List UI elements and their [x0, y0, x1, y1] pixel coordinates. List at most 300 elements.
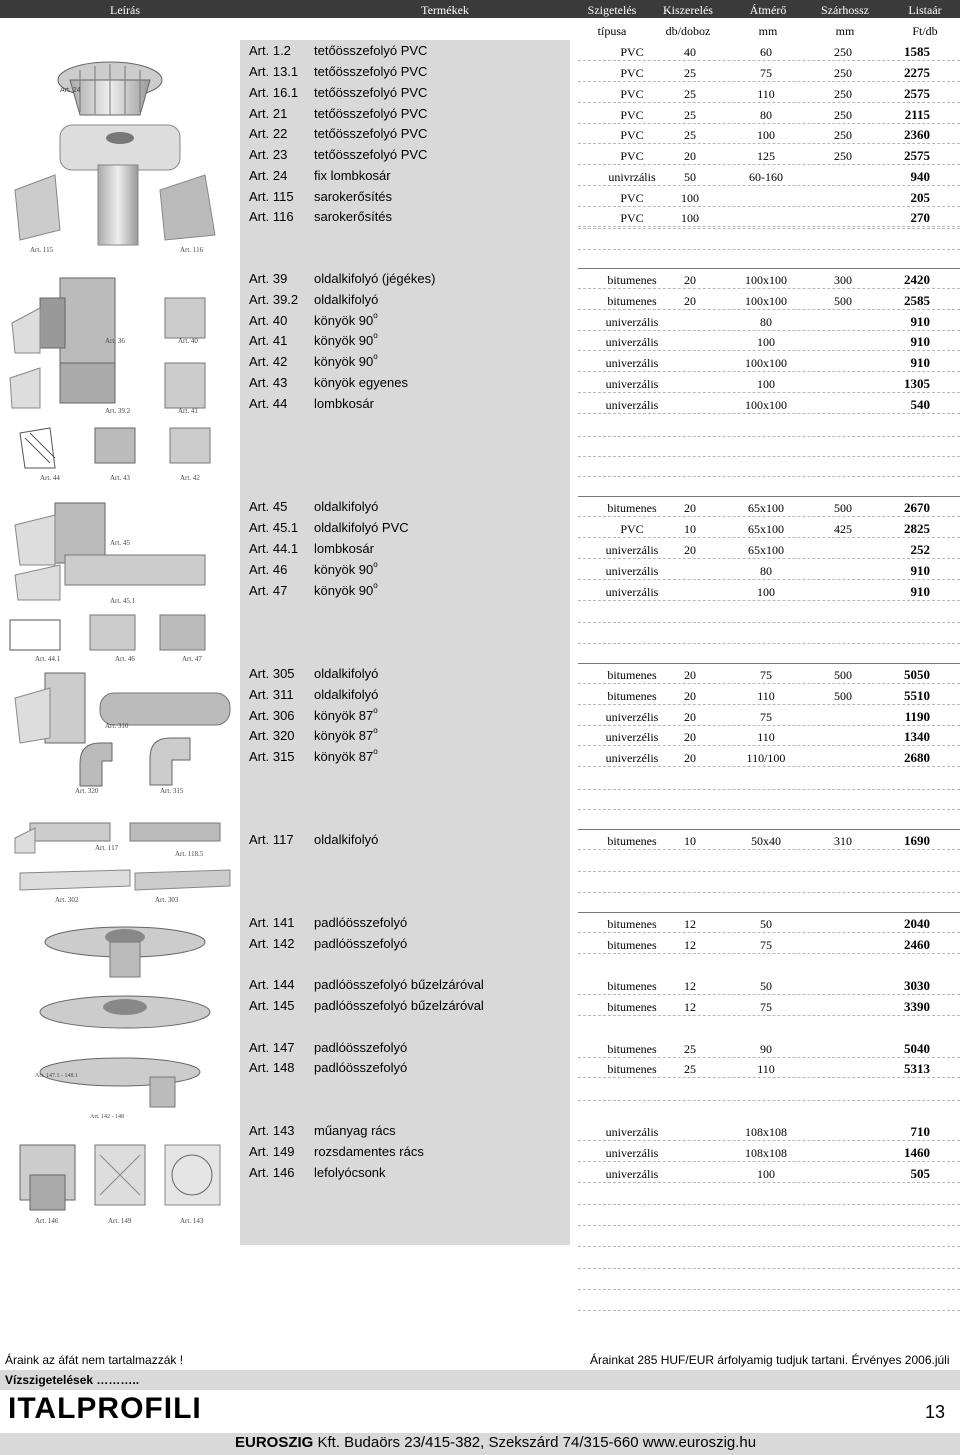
- list-price: 910: [910, 334, 930, 349]
- package-qty: 10: [684, 834, 696, 848]
- list-price: 5040: [904, 1041, 930, 1056]
- product-name: [314, 499, 378, 514]
- diameter: 75: [760, 938, 772, 952]
- col-leiras: Leírás: [110, 3, 140, 17]
- product-name: [314, 998, 484, 1013]
- degree-mark: o: [373, 747, 378, 756]
- list-price: 1305: [904, 376, 930, 391]
- article-number: Art. 41: [249, 333, 288, 348]
- product-name-text: tetőösszefolyó PVC: [314, 64, 428, 79]
- stem-length: 500: [834, 294, 852, 308]
- package-qty: 25: [684, 128, 696, 142]
- product-name-text: tetőösszefolyó PVC: [314, 43, 428, 58]
- list-price: 910: [910, 314, 930, 329]
- package-qty: 40: [684, 45, 696, 59]
- package-qty: 12: [684, 1000, 696, 1014]
- package-qty: 20: [684, 689, 696, 703]
- package-qty: 100: [681, 191, 699, 205]
- row-divider: [578, 330, 960, 331]
- insulation-type: univerzális: [605, 377, 659, 391]
- product-name: [314, 354, 378, 369]
- row-divider: [578, 350, 960, 351]
- stem-length: 250: [834, 87, 852, 101]
- insulation-type: univerzélis: [605, 751, 659, 765]
- filler-divider: [578, 476, 960, 477]
- svg-text:Art. 118.5: Art. 118.5: [175, 850, 204, 858]
- row-divider: [578, 537, 960, 538]
- stem-length: 250: [834, 66, 852, 80]
- col-atmero: Átmérő: [749, 3, 787, 17]
- list-price: 2040: [904, 916, 930, 931]
- list-price: 710: [910, 1124, 930, 1139]
- stem-length: 425: [834, 522, 852, 536]
- svg-text:Art. 41: Art. 41: [178, 407, 198, 415]
- diameter: 100: [757, 377, 775, 391]
- article-number: Art. 1.2: [249, 43, 291, 58]
- package-qty: 25: [684, 1042, 696, 1056]
- diameter: 110: [757, 87, 775, 101]
- stem-length: 250: [834, 128, 852, 142]
- insulation-type: univerzális: [605, 315, 659, 329]
- list-price: 910: [910, 584, 930, 599]
- svg-text:Art. 44.1: Art. 44.1: [35, 655, 61, 663]
- article-number: Art. 24: [249, 168, 288, 183]
- svg-text:Art. 149: Art. 149: [108, 1217, 132, 1225]
- product-name-text: könyök 90: [314, 583, 374, 598]
- insulation-type: bitumenes: [607, 834, 657, 848]
- filler-divider: [578, 436, 960, 437]
- table-row: [240, 726, 960, 746]
- row-divider: [578, 1182, 960, 1183]
- package-qty: 20: [684, 710, 696, 724]
- product-name-text: oldalkifolyó: [314, 499, 379, 514]
- list-price: 940: [910, 169, 930, 184]
- table-row: [240, 352, 960, 372]
- list-price: 1585: [904, 44, 930, 59]
- table-row: [240, 331, 960, 351]
- product-name: [314, 189, 392, 204]
- package-qty: 25: [684, 66, 696, 80]
- svg-text:Art. 143: Art. 143: [180, 1217, 204, 1225]
- list-price: 910: [910, 563, 930, 578]
- table-row: [240, 934, 960, 954]
- product-name: [314, 313, 378, 328]
- svg-text:Art. 39.2: Art. 39.2: [105, 407, 131, 415]
- diameter: 50: [760, 979, 772, 993]
- article-number: Art. 43: [249, 375, 288, 390]
- company-contact: Kft. Budaörs 23/415-382, Szekszárd 74/315-660 www.euroszig.hu: [313, 1434, 757, 1451]
- svg-text:Art. 320: Art. 320: [75, 787, 99, 795]
- insulation-type: bitumenes: [607, 1000, 657, 1014]
- diameter: 110: [757, 730, 775, 744]
- table-row: [240, 41, 960, 61]
- filler-divider: [578, 871, 960, 872]
- package-qty: 25: [684, 108, 696, 122]
- product-name: [314, 271, 435, 286]
- row-divider: [578, 226, 960, 227]
- diameter: 50x40: [751, 834, 781, 848]
- product-name: [314, 832, 378, 847]
- diameter: 110/100: [746, 751, 786, 765]
- table-row: [240, 62, 960, 82]
- filler-divider: [578, 1268, 960, 1269]
- article-number: Art. 44: [249, 396, 288, 411]
- article-number: Art. 45: [249, 499, 288, 514]
- row-divider: [578, 1077, 960, 1078]
- product-name-text: lefolyócsonk: [314, 1165, 386, 1180]
- row-divider: [578, 516, 960, 517]
- stem-length: 500: [834, 668, 852, 682]
- product-name: [314, 168, 391, 183]
- product-name: [314, 147, 427, 162]
- diameter: 50: [760, 917, 772, 931]
- diameter: 90: [760, 1042, 772, 1056]
- stem-length: 300: [834, 273, 852, 287]
- insulation-type: univerzális: [605, 543, 659, 557]
- insulation-type: univerzális: [605, 1125, 659, 1139]
- filler-divider: [578, 622, 960, 623]
- row-divider: [578, 185, 960, 186]
- product-name: [314, 728, 378, 743]
- list-price: 1460: [904, 1145, 930, 1160]
- article-number: Art. 143: [249, 1123, 295, 1138]
- row-divider: [578, 102, 960, 103]
- product-name: [314, 541, 374, 556]
- product-name-text: fix lombkosár: [314, 168, 391, 183]
- list-price: 540: [910, 397, 930, 412]
- diameter: 100: [757, 585, 775, 599]
- package-qty: 25: [684, 87, 696, 101]
- degree-mark: o: [373, 352, 378, 361]
- table-row: [240, 581, 960, 601]
- article-number: Art. 306: [249, 708, 295, 723]
- diameter: 65x100: [748, 501, 784, 515]
- diameter: 75: [760, 710, 772, 724]
- diameter: 100x100: [745, 294, 787, 308]
- table-row: [240, 664, 960, 684]
- stem-length: 250: [834, 45, 852, 59]
- insulation-type: PVC: [620, 522, 644, 536]
- product-name: [314, 292, 378, 307]
- list-price: 3390: [904, 999, 930, 1014]
- diameter: 65x100: [748, 522, 784, 536]
- article-number: Art. 23: [249, 147, 288, 162]
- insulation-type: univerzélis: [605, 710, 659, 724]
- insulation-type: bitumenes: [607, 689, 657, 703]
- diameter: 65x100: [748, 543, 784, 557]
- svg-text:Art. 146: Art. 146: [35, 1217, 59, 1225]
- filler-divider: [578, 1100, 960, 1101]
- product-name-text: oldalkifolyó PVC: [314, 520, 409, 535]
- product-name-text: műanyag rács: [314, 1123, 396, 1138]
- list-price: 2360: [904, 127, 930, 142]
- product-name-text: tetőösszefolyó PVC: [314, 106, 428, 121]
- package-qty: 20: [684, 543, 696, 557]
- insulation-type: bitumenes: [607, 668, 657, 682]
- svg-text:Art. 46: Art. 46: [115, 655, 135, 663]
- diameter: 110: [757, 689, 775, 703]
- product-name-text: padlóösszefolyó: [314, 936, 408, 951]
- product-name: [314, 520, 409, 535]
- product-name: [314, 64, 427, 79]
- diameter: 100: [757, 128, 775, 142]
- corner-icon: [15, 175, 60, 240]
- list-price: 2670: [904, 500, 930, 515]
- product-name: [314, 666, 378, 681]
- degree-mark: o: [373, 311, 378, 320]
- table-row: [240, 394, 960, 414]
- article-number: Art. 46: [249, 562, 288, 577]
- diameter: 75: [760, 1000, 772, 1014]
- product-name: [314, 687, 378, 702]
- filler-divider: [578, 249, 960, 250]
- table-row: [240, 207, 960, 227]
- list-price: 505: [910, 1166, 930, 1181]
- diameter: 80: [760, 315, 772, 329]
- filler-divider: [578, 643, 960, 644]
- table-row: [240, 830, 960, 850]
- filler-divider: [578, 789, 960, 790]
- list-price: 5510: [904, 688, 930, 703]
- product-name-text: rozsdamentes rács: [314, 1144, 424, 1159]
- article-number: Art. 145: [249, 998, 295, 1013]
- table-row: [240, 124, 960, 144]
- package-qty: 50: [684, 170, 696, 184]
- sub-atmero: mm: [758, 24, 778, 38]
- table-row: [240, 747, 960, 767]
- diameter: 75: [760, 668, 772, 682]
- product-name: [314, 43, 427, 58]
- diameter: 100: [757, 335, 775, 349]
- list-price: 2575: [904, 86, 930, 101]
- block-rule: [578, 496, 960, 497]
- header-bar: [0, 0, 960, 18]
- diameter: 80: [760, 564, 772, 578]
- article-number: Art. 146: [249, 1165, 295, 1180]
- filler-divider: [578, 809, 960, 810]
- table-row: [240, 290, 960, 310]
- degree-mark: o: [373, 560, 378, 569]
- col-szigeteles: Szigetelés: [587, 3, 637, 17]
- product-name-text: oldalkifolyó (jégékes): [314, 271, 436, 286]
- insulation-type: bitumenes: [607, 917, 657, 931]
- svg-text:Art. 302: Art. 302: [55, 896, 79, 904]
- article-number: Art. 144: [249, 977, 295, 992]
- article-number: Art. 116: [249, 209, 294, 224]
- table-row: [240, 539, 960, 559]
- lbl-art116: Art. 116: [180, 246, 204, 254]
- package-qty: 20: [684, 730, 696, 744]
- product-name-text: oldalkifolyó: [314, 687, 379, 702]
- diameter: 60-160: [749, 170, 783, 184]
- product-name: [314, 1144, 424, 1159]
- validity-note: Árainkat 285 HUF/EUR árfolyamig tudjuk tartani. Érvényes 2006.júli: [590, 1353, 950, 1367]
- package-qty: 20: [684, 668, 696, 682]
- degree-mark: o: [373, 706, 378, 715]
- product-name-text: lombkosár: [314, 541, 374, 556]
- list-price: 2115: [904, 107, 930, 122]
- row-divider: [578, 81, 960, 82]
- product-name-text: padlóösszefolyó: [314, 1060, 408, 1075]
- product-name-text: padlóösszefolyó bűzelzáróval: [314, 977, 484, 992]
- product-name-text: könyök 90: [314, 313, 374, 328]
- product-name-text: sarokerősítés: [314, 209, 393, 224]
- degree-mark: o: [373, 331, 378, 340]
- insulation-type: PVC: [620, 211, 644, 225]
- filler-divider: [578, 1289, 960, 1290]
- vat-note: Áraink az áfát nem tartalmazzák !: [5, 1353, 184, 1367]
- insulation-type: PVC: [620, 128, 644, 142]
- product-name: [314, 375, 408, 390]
- svg-text:Art. 315: Art. 315: [160, 787, 184, 795]
- article-number: Art. 22: [249, 126, 288, 141]
- product-name-text: oldalkifolyó: [314, 292, 379, 307]
- list-price: 1190: [904, 709, 930, 724]
- product-name-text: tetőösszefolyó PVC: [314, 147, 428, 162]
- image-group-roof-drains: [0, 40, 240, 260]
- list-price: 270: [910, 210, 930, 225]
- table-row: [240, 706, 960, 726]
- list-price: 2460: [904, 937, 930, 952]
- product-name: [314, 396, 374, 411]
- image-group-side-outlets: [0, 268, 240, 488]
- row-divider: [578, 60, 960, 61]
- image-group-outlet-117: [0, 808, 240, 908]
- insulation-type: univerzális: [605, 585, 659, 599]
- row-divider: [578, 309, 960, 310]
- insulation-type: PVC: [620, 87, 644, 101]
- row-divider: [578, 766, 960, 767]
- lbl-art115: Art. 115: [30, 246, 54, 254]
- product-name-text: könyök 87: [314, 708, 374, 723]
- filler-divider: [578, 228, 960, 229]
- diameter: 110: [757, 1062, 775, 1076]
- row-divider: [578, 600, 960, 601]
- filler-divider: [578, 456, 960, 457]
- stem-length: 250: [834, 108, 852, 122]
- package-qty: 25: [684, 1062, 696, 1076]
- table-row: [240, 1058, 960, 1078]
- section-band: [0, 1370, 960, 1390]
- article-number: Art. 148: [249, 1060, 295, 1075]
- image-group-outlets-65: [0, 495, 240, 665]
- product-name: [314, 333, 378, 348]
- company-name: EUROSZIG: [235, 1434, 314, 1451]
- table-row: [240, 996, 960, 1016]
- diameter: 100x100: [745, 356, 787, 370]
- article-number: Art. 16.1: [249, 85, 299, 100]
- sub-kiszereles: db/doboz: [665, 24, 711, 38]
- article-number: Art. 142: [249, 936, 295, 951]
- article-number: Art. 39.2: [249, 292, 299, 307]
- table-row: [240, 166, 960, 186]
- row-divider: [578, 932, 960, 933]
- product-name-text: könyök 87: [314, 728, 374, 743]
- table-row: [240, 497, 960, 517]
- table-row: [240, 269, 960, 289]
- insulation-type: bitumenes: [607, 979, 657, 993]
- stem-length: 310: [834, 834, 852, 848]
- insulation-type: univrzális: [608, 170, 656, 184]
- insulation-type: PVC: [620, 149, 644, 163]
- image-group-round-outlets: [0, 668, 240, 798]
- section-title: Vízszigetelések ………..: [5, 1373, 140, 1387]
- block-rule: [578, 912, 960, 913]
- package-qty: 20: [684, 294, 696, 308]
- insulation-type: univerzális: [605, 398, 659, 412]
- filler-divider: [578, 892, 960, 893]
- table-row: [240, 373, 960, 393]
- product-name: [314, 583, 378, 598]
- list-price: 205: [910, 190, 930, 205]
- package-qty: 20: [684, 501, 696, 515]
- list-price: 5313: [904, 1061, 930, 1076]
- block-rule: [578, 829, 960, 830]
- table-row: [240, 311, 960, 331]
- insulation-type: bitumenes: [607, 294, 657, 308]
- filler-divider: [578, 1225, 960, 1226]
- table-row: [240, 560, 960, 580]
- col-kiszereles: Kiszerelés: [663, 3, 713, 17]
- row-divider: [578, 683, 960, 684]
- list-price: 2680: [904, 750, 930, 765]
- product-name-text: könyök 90: [314, 333, 374, 348]
- svg-text:Art. 36: Art. 36: [105, 337, 125, 345]
- row-divider: [578, 725, 960, 726]
- list-price: 2575: [904, 148, 930, 163]
- svg-text:Art. 42: Art. 42: [180, 474, 200, 482]
- insulation-type: bitumenes: [607, 938, 657, 952]
- article-number: Art. 305: [249, 666, 295, 681]
- article-number: Art. 47: [249, 583, 288, 598]
- sub-listaar: Ft/db: [912, 24, 938, 38]
- row-divider: [578, 392, 960, 393]
- corner-icon-2: [160, 175, 215, 240]
- product-name: [314, 106, 427, 121]
- row-divider: [578, 1015, 960, 1016]
- diameter: 80: [760, 108, 772, 122]
- product-name: [314, 1060, 407, 1075]
- insulation-type: bitumenes: [607, 273, 657, 287]
- product-name-text: tetőösszefolyó PVC: [314, 126, 428, 141]
- product-name-text: könyök egyenes: [314, 375, 408, 390]
- row-divider: [578, 371, 960, 372]
- page-number: 13: [925, 1402, 946, 1422]
- svg-text:Art. 47: Art. 47: [182, 655, 202, 663]
- svg-text:Art. 117: Art. 117: [95, 844, 119, 852]
- insulation-type: PVC: [620, 66, 644, 80]
- stem-length: 500: [834, 501, 852, 515]
- product-name-text: könyök 90: [314, 354, 374, 369]
- article-number: Art. 115: [249, 189, 294, 204]
- table-row: [240, 83, 960, 103]
- diameter: 108x108: [745, 1125, 787, 1139]
- list-price: 910: [910, 355, 930, 370]
- product-name-text: sarokerősítés: [314, 189, 393, 204]
- brand-logo: ITALPROFILI: [8, 1392, 202, 1425]
- row-divider: [578, 579, 960, 580]
- row-divider: [578, 206, 960, 207]
- stem-length: 500: [834, 689, 852, 703]
- article-number: Art. 149: [249, 1144, 295, 1159]
- col-listaar: Listaár: [908, 3, 942, 17]
- row-divider: [578, 1140, 960, 1141]
- package-qty: 100: [681, 211, 699, 225]
- filler-divider: [578, 1310, 960, 1311]
- article-number: Art. 311: [249, 687, 294, 702]
- package-qty: 20: [684, 149, 696, 163]
- package-qty: 12: [684, 917, 696, 931]
